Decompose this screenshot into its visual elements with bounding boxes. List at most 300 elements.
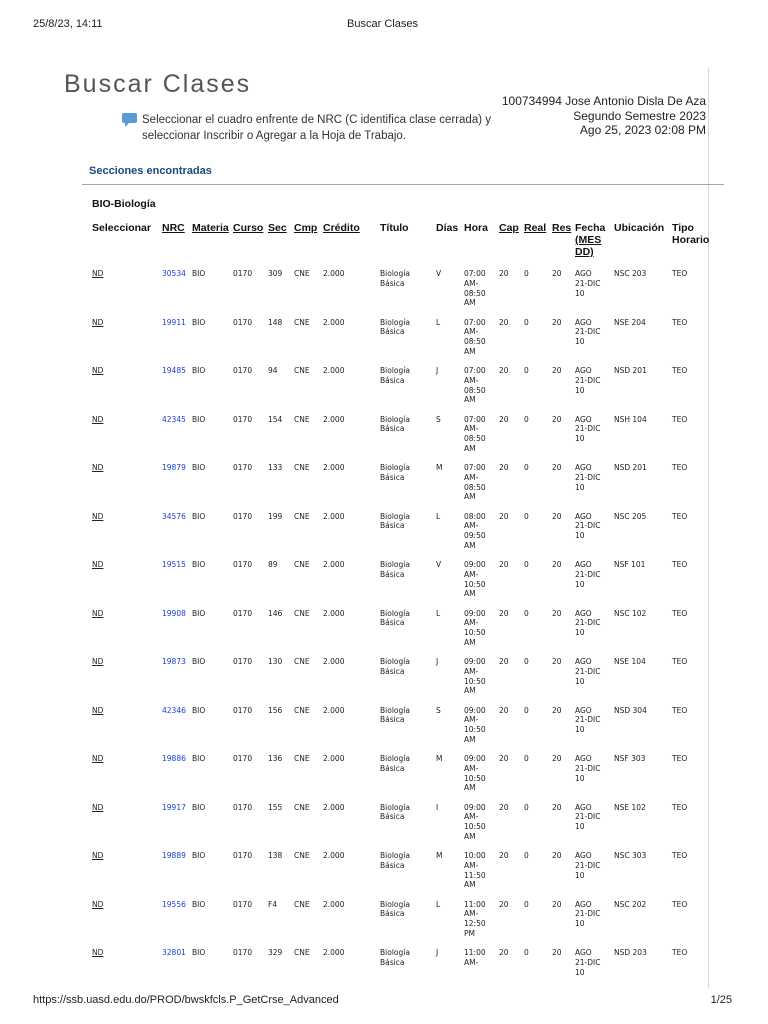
- hora-cell-line: 07:00: [464, 414, 486, 424]
- tipo-cell: TEO: [672, 851, 688, 860]
- hora-cell-line: AM-: [464, 569, 479, 579]
- curso-cell: 0170: [233, 657, 253, 666]
- hora-cell-line: 07:00: [464, 366, 486, 375]
- nrc-link[interactable]: 19917: [162, 802, 186, 812]
- hora-cell-line: 09:00: [464, 608, 486, 618]
- materia-cell: BIO: [192, 802, 206, 812]
- hora-cell-line: AM-: [464, 763, 479, 773]
- res-cell: 20: [552, 463, 562, 472]
- sec-cell: 133: [268, 463, 283, 472]
- materia-cell: BIO: [192, 754, 206, 763]
- col-titulo: Título: [380, 222, 409, 234]
- cap-cell: 20: [499, 802, 509, 812]
- fecha-cell-line: 21-DIC: [575, 521, 601, 531]
- fecha-cell-line: 10: [575, 385, 585, 395]
- real-cell: 0: [524, 317, 529, 327]
- titulo-cell-line: Básica: [380, 472, 405, 482]
- select-cell[interactable]: ND: [92, 414, 104, 424]
- real-cell: 0: [524, 463, 529, 472]
- res-cell: 20: [552, 317, 562, 327]
- fecha-cell-line: 21-DIC: [575, 909, 601, 919]
- hora-cell-line: AM: [464, 783, 476, 793]
- hora-cell-line: AM-: [464, 375, 479, 385]
- col-real[interactable]: Real: [524, 222, 547, 234]
- col-materia[interactable]: Materia: [192, 222, 229, 234]
- col-ubicacion: Ubicación: [614, 222, 665, 234]
- fecha-cell-line: AGO: [575, 657, 592, 666]
- sec-cell: 138: [268, 851, 283, 860]
- table-row: [90, 945, 723, 994]
- hora-cell: [462, 557, 497, 606]
- timestamp: Ago 25, 2023 02:08 PM: [579, 123, 706, 137]
- fecha-cell-line: 10: [575, 288, 585, 298]
- col-cmp[interactable]: Cmp: [294, 222, 318, 234]
- titulo-cell: [378, 557, 434, 606]
- hora-cell-line: AM: [464, 880, 476, 890]
- cap-cell: 20: [499, 754, 509, 763]
- hora-cell-line: 10:00: [464, 851, 486, 860]
- hora-cell: [462, 897, 497, 946]
- fecha-cell-line: AGO: [575, 317, 592, 327]
- credito-cell: 2.000: [323, 657, 345, 666]
- real-cell: 0: [524, 414, 529, 424]
- nrc-link[interactable]: 19886: [162, 754, 186, 763]
- col-fecha-sub-2[interactable]: DD): [575, 246, 594, 258]
- credito-cell: 2.000: [323, 705, 345, 715]
- hora-cell-line: 08:50: [464, 385, 486, 395]
- curso-cell: 0170: [233, 851, 253, 860]
- cmp-cell: CNE: [294, 657, 310, 666]
- cap-cell: 20: [499, 560, 509, 569]
- select-cell[interactable]: ND: [92, 657, 104, 666]
- fecha-cell-line: 21-DIC: [575, 957, 601, 967]
- dias-cell: J: [436, 366, 439, 375]
- fecha-cell-line: 10: [575, 337, 585, 347]
- hora-cell-line: AM: [464, 734, 476, 744]
- titulo-cell-line: Biología: [380, 560, 410, 569]
- titulo-cell-line: Básica: [380, 278, 405, 288]
- fecha-cell-line: AGO: [575, 705, 592, 715]
- hora-cell-line: AM-: [464, 812, 479, 822]
- titulo-cell: [378, 606, 434, 655]
- col-credito[interactable]: Crédito: [323, 222, 360, 234]
- titulo-cell: [378, 800, 434, 849]
- fecha-cell-line: 10: [575, 482, 585, 492]
- hora-cell-line: 09:00: [464, 802, 486, 812]
- titulo-cell-line: Biología: [380, 608, 410, 618]
- hora-cell-line: AM-: [464, 715, 479, 725]
- select-cell[interactable]: ND: [92, 511, 104, 521]
- hora-cell-line: AM-: [464, 327, 479, 337]
- dias-cell: S: [436, 414, 441, 424]
- dias-cell: I: [436, 802, 439, 812]
- fecha-cell-line: 21-DIC: [575, 666, 601, 676]
- real-cell: 0: [524, 754, 529, 763]
- col-res[interactable]: Res: [552, 222, 572, 234]
- titulo-cell-line: Biología: [380, 948, 410, 957]
- dias-cell: L: [436, 608, 441, 618]
- ubicacion-cell: NSC 203: [614, 269, 647, 278]
- ubicacion-cell: NSE 102: [614, 802, 646, 812]
- cmp-cell: CNE: [294, 802, 310, 812]
- fecha-cell-line: 21-DIC: [575, 569, 601, 579]
- ubicacion-cell: NSC 102: [614, 608, 647, 618]
- table-row: [90, 848, 723, 897]
- tipo-cell: TEO: [672, 802, 688, 812]
- hora-cell-line: AM: [464, 492, 476, 502]
- titulo-cell-line: Biología: [380, 754, 410, 763]
- select-cell[interactable]: ND: [92, 269, 104, 278]
- real-cell: 0: [524, 608, 529, 618]
- fecha-cell-line: 10: [575, 919, 585, 929]
- fecha-cell: [573, 412, 612, 461]
- hora-cell-line: 11:50: [464, 870, 486, 880]
- titulo-cell-line: Biología: [380, 366, 410, 375]
- titulo-cell: [378, 363, 434, 412]
- select-cell[interactable]: ND: [92, 608, 104, 618]
- fecha-cell-line: 21-DIC: [575, 278, 601, 288]
- col-curso[interactable]: Curso: [233, 222, 264, 234]
- hora-cell-line: AM-: [464, 860, 479, 870]
- fecha-cell: [573, 897, 612, 946]
- select-cell[interactable]: ND: [92, 317, 104, 327]
- titulo-cell-line: Básica: [380, 424, 405, 434]
- titulo-cell-line: Básica: [380, 618, 405, 628]
- ubicacion-cell: NSF 101: [614, 560, 646, 569]
- titulo-cell: [378, 703, 434, 752]
- dias-cell: V: [436, 269, 442, 278]
- titulo-cell-line: Básica: [380, 860, 405, 870]
- cmp-cell: CNE: [294, 705, 310, 715]
- ubicacion-cell: NSC 303: [614, 851, 647, 860]
- page-counter: 1/25: [710, 994, 732, 1006]
- credito-cell: 2.000: [323, 269, 345, 278]
- curso-cell: 0170: [233, 269, 253, 278]
- user-id-name: 100734994 Jose Antonio Disla De Aza: [501, 94, 706, 108]
- ubicacion-cell: NSC 202: [614, 899, 647, 909]
- res-cell: 20: [552, 899, 562, 909]
- nrc-link[interactable]: 19908: [162, 608, 186, 618]
- materia-cell: BIO: [192, 463, 206, 472]
- hora-cell-line: AM: [464, 298, 476, 308]
- sec-cell: F4: [268, 899, 278, 909]
- cmp-cell: CNE: [294, 948, 310, 957]
- curso-cell: 0170: [233, 754, 253, 763]
- fecha-cell-line: 10: [575, 676, 585, 686]
- col-fecha-sub-1[interactable]: (MES: [575, 234, 602, 246]
- titulo-cell-line: Biología: [380, 705, 410, 715]
- tipo-cell: TEO: [672, 948, 688, 957]
- info-line-2: seleccionar Inscribir o Agregar a la Hoja de Trabajo.: [142, 130, 407, 142]
- hora-cell-line: 10:50: [464, 579, 486, 589]
- cap-cell: 20: [499, 366, 509, 375]
- nrc-link[interactable]: 42345: [162, 414, 186, 424]
- titulo-cell: [378, 460, 434, 509]
- select-cell[interactable]: ND: [92, 754, 104, 763]
- fecha-cell-line: AGO: [575, 414, 592, 424]
- hora-cell-line: 10:50: [464, 628, 486, 638]
- curso-cell: 0170: [233, 802, 253, 812]
- hora-cell-line: AM: [464, 443, 476, 453]
- table-row: [90, 266, 723, 315]
- fecha-cell-line: 10: [575, 870, 585, 880]
- fecha-cell-line: 21-DIC: [575, 375, 601, 385]
- select-cell[interactable]: ND: [92, 899, 104, 909]
- hora-cell: [462, 460, 497, 509]
- ubicacion-cell: NSD 304: [614, 705, 647, 715]
- dias-cell: V: [436, 560, 442, 569]
- hora-cell: [462, 848, 497, 897]
- titulo-cell: [378, 266, 434, 315]
- fecha-cell-line: AGO: [575, 899, 592, 909]
- nrc-link[interactable]: 42346: [162, 705, 186, 715]
- section-divider: [82, 184, 724, 185]
- fecha-cell-line: 21-DIC: [575, 812, 601, 822]
- titulo-cell-line: Biología: [380, 463, 410, 472]
- hora-cell-line: 09:00: [464, 705, 486, 715]
- materia-cell: BIO: [192, 705, 206, 715]
- titulo-cell: [378, 654, 434, 703]
- hora-cell-line: 08:50: [464, 482, 486, 492]
- materia-cell: BIO: [192, 560, 206, 569]
- fecha-cell-line: 21-DIC: [575, 472, 601, 482]
- cap-cell: 20: [499, 463, 509, 472]
- hora-cell: [462, 509, 497, 558]
- sec-cell: 136: [268, 754, 283, 763]
- curso-cell: 0170: [233, 705, 253, 715]
- table-row: [90, 703, 723, 752]
- table-header-row: [90, 222, 723, 266]
- res-cell: 20: [552, 754, 562, 763]
- nrc-link[interactable]: 19873: [162, 657, 186, 666]
- sec-cell: 309: [268, 269, 283, 278]
- fecha-cell-line: 10: [575, 579, 585, 589]
- fecha-cell-line: AGO: [575, 560, 592, 569]
- cmp-cell: CNE: [294, 608, 310, 618]
- cmp-cell: CNE: [294, 366, 310, 375]
- fecha-cell: [573, 460, 612, 509]
- select-cell[interactable]: ND: [92, 560, 104, 569]
- col-dias: Días: [436, 222, 459, 234]
- materia-cell: BIO: [192, 899, 206, 909]
- nrc-link[interactable]: 19911: [162, 317, 186, 327]
- ubicacion-cell: NSD 203: [614, 948, 647, 957]
- titulo-cell-line: Biología: [380, 317, 410, 327]
- select-cell[interactable]: ND: [92, 705, 104, 715]
- table-row: [90, 897, 723, 946]
- fecha-cell-line: AGO: [575, 269, 592, 278]
- res-cell: 20: [552, 705, 562, 715]
- hora-cell-line: AM-: [464, 618, 479, 628]
- titulo-cell-line: Biología: [380, 511, 410, 521]
- col-sec[interactable]: Sec: [268, 222, 287, 234]
- titulo-cell: [378, 412, 434, 461]
- nrc-link[interactable]: 19556: [162, 899, 186, 909]
- select-cell[interactable]: ND: [92, 463, 104, 472]
- cmp-cell: CNE: [294, 414, 310, 424]
- res-cell: 20: [552, 657, 562, 666]
- section-heading: Secciones encontradas: [89, 165, 212, 177]
- fecha-cell-line: AGO: [575, 851, 592, 860]
- hora-cell-line: 11:00: [464, 948, 486, 957]
- sec-cell: 89: [268, 560, 278, 569]
- table-row: [90, 412, 723, 461]
- curso-cell: 0170: [233, 608, 253, 618]
- tipo-cell: TEO: [672, 608, 688, 618]
- cmp-cell: CNE: [294, 560, 310, 569]
- fecha-cell-line: AGO: [575, 754, 592, 763]
- real-cell: 0: [524, 560, 529, 569]
- table-row: [90, 315, 723, 364]
- real-cell: 0: [524, 511, 529, 521]
- hora-cell-line: 11:00: [464, 899, 486, 909]
- select-cell[interactable]: ND: [92, 851, 104, 860]
- tipo-cell: TEO: [672, 463, 688, 472]
- col-cap[interactable]: Cap: [499, 222, 519, 234]
- hora-cell-line: AM-: [464, 909, 479, 919]
- sec-cell: 156: [268, 705, 283, 715]
- tipo-cell: TEO: [672, 414, 688, 424]
- hora-cell-line: AM-: [464, 521, 479, 531]
- fecha-cell: [573, 945, 612, 994]
- titulo-cell-line: Básica: [380, 521, 405, 531]
- nrc-link[interactable]: 19485: [162, 366, 186, 375]
- curso-cell: 0170: [233, 511, 253, 521]
- user-info: [502, 94, 706, 138]
- fecha-cell-line: 10: [575, 822, 585, 832]
- cmp-cell: CNE: [294, 463, 310, 472]
- fecha-cell-line: 21-DIC: [575, 327, 601, 337]
- fecha-cell-line: 21-DIC: [575, 715, 601, 725]
- res-cell: 20: [552, 511, 562, 521]
- col-nrc[interactable]: NRC: [162, 222, 185, 234]
- fecha-cell-line: 21-DIC: [575, 763, 601, 773]
- hora-cell: [462, 315, 497, 364]
- col-fecha: Fecha (MES DD): [573, 222, 612, 266]
- fecha-cell-line: 21-DIC: [575, 860, 601, 870]
- hora-cell-line: 07:00: [464, 269, 486, 278]
- real-cell: 0: [524, 802, 529, 812]
- hora-cell-line: 08:50: [464, 337, 486, 347]
- hora-cell-line: 10:50: [464, 773, 486, 783]
- curso-cell: 0170: [233, 366, 253, 375]
- fecha-cell-line: 21-DIC: [575, 424, 601, 434]
- titulo-cell-line: Básica: [380, 763, 405, 773]
- res-cell: 20: [552, 560, 562, 569]
- hora-cell-line: AM: [464, 589, 476, 599]
- table-row: [90, 509, 723, 558]
- hora-cell: [462, 800, 497, 849]
- fecha-cell-line: 10: [575, 628, 585, 638]
- curso-cell: 0170: [233, 560, 253, 569]
- curso-cell: 0170: [233, 463, 253, 472]
- col-tipo: Tipo Horario: [672, 222, 710, 246]
- select-cell[interactable]: ND: [92, 948, 104, 957]
- sec-cell: 199: [268, 511, 283, 521]
- select-cell[interactable]: ND: [92, 366, 104, 375]
- ubicacion-cell: NSE 204: [614, 317, 646, 327]
- real-cell: 0: [524, 657, 529, 666]
- fecha-cell: [573, 606, 612, 655]
- fecha-cell-line: 10: [575, 967, 585, 977]
- res-cell: 20: [552, 948, 562, 957]
- table-row: [90, 751, 723, 800]
- sec-cell: 130: [268, 657, 283, 666]
- fecha-cell: [573, 703, 612, 752]
- dias-cell: M: [436, 851, 443, 860]
- cap-cell: 20: [499, 608, 509, 618]
- res-cell: 20: [552, 802, 562, 812]
- credito-cell: 2.000: [323, 754, 345, 763]
- tipo-cell: TEO: [672, 511, 688, 521]
- nrc-link[interactable]: 30534: [162, 269, 186, 278]
- hora-cell-line: 09:50: [464, 531, 486, 541]
- dias-cell: S: [436, 705, 441, 715]
- nrc-link[interactable]: 19515: [162, 560, 186, 569]
- info-message: [122, 112, 492, 144]
- nrc-link[interactable]: 19889: [162, 851, 186, 860]
- hora-cell-line: AM: [464, 637, 476, 647]
- cmp-cell: CNE: [294, 511, 310, 521]
- titulo-cell: [378, 848, 434, 897]
- nrc-link[interactable]: 19879: [162, 463, 186, 472]
- hora-cell-line: 09:00: [464, 560, 486, 569]
- nrc-link[interactable]: 32801: [162, 948, 186, 957]
- hora-cell-line: 07:00: [464, 463, 486, 472]
- hora-cell-line: AM: [464, 831, 476, 841]
- cap-cell: 20: [499, 851, 509, 860]
- hora-cell-line: 07:00: [464, 317, 486, 327]
- page-title: Buscar Clases: [64, 70, 252, 98]
- materia-cell: BIO: [192, 608, 206, 618]
- cap-cell: 20: [499, 511, 509, 521]
- fecha-cell: [573, 848, 612, 897]
- fecha-cell: [573, 654, 612, 703]
- table-row: [90, 654, 723, 703]
- fecha-cell-line: 10: [575, 773, 585, 783]
- tipo-cell: TEO: [672, 705, 688, 715]
- res-cell: 20: [552, 269, 562, 278]
- hora-cell-line: AM-: [464, 472, 479, 482]
- credito-cell: 2.000: [323, 899, 345, 909]
- dias-cell: M: [436, 463, 443, 472]
- tipo-cell: TEO: [672, 754, 688, 763]
- credito-cell: 2.000: [323, 317, 345, 327]
- nrc-link[interactable]: 34576: [162, 511, 186, 521]
- hora-cell-line: 10:50: [464, 676, 486, 686]
- tipo-cell: TEO: [672, 269, 688, 278]
- curso-cell: 0170: [233, 317, 253, 327]
- cap-cell: 20: [499, 899, 509, 909]
- titulo-cell-line: Básica: [380, 666, 405, 676]
- cap-cell: 20: [499, 317, 509, 327]
- hora-cell-line: AM-: [464, 666, 479, 676]
- fecha-cell: [573, 315, 612, 364]
- titulo-cell: [378, 897, 434, 946]
- select-cell[interactable]: ND: [92, 802, 104, 812]
- hora-cell-line: 09:00: [464, 754, 486, 763]
- hora-cell-line: PM: [464, 928, 475, 938]
- res-cell: 20: [552, 608, 562, 618]
- fecha-cell-line: 21-DIC: [575, 618, 601, 628]
- tipo-cell: TEO: [672, 657, 688, 666]
- hora-cell-line: AM: [464, 346, 476, 356]
- titulo-cell: [378, 509, 434, 558]
- materia-cell: BIO: [192, 269, 206, 278]
- credito-cell: 2.000: [323, 511, 345, 521]
- hora-cell-line: AM: [464, 395, 476, 405]
- titulo-cell: [378, 751, 434, 800]
